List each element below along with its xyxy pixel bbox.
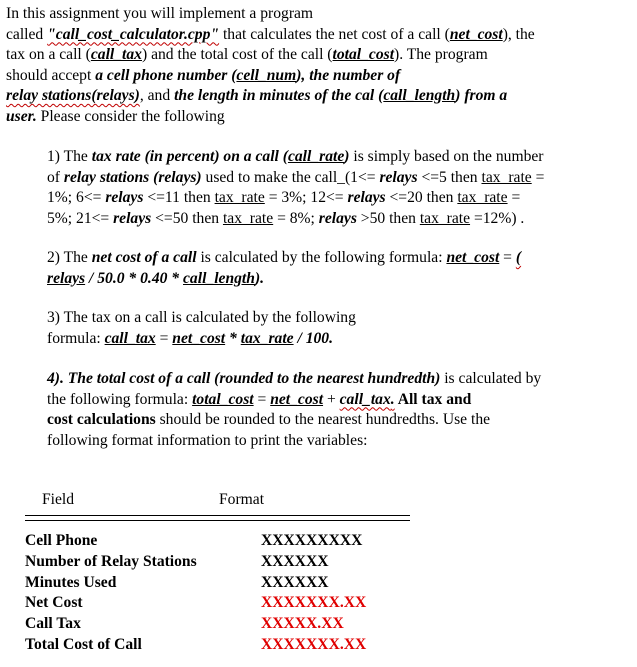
- item-text: is calculated by the following formula:: [196, 249, 447, 266]
- table-separator: [25, 515, 410, 521]
- item-text: 5%; 21<=: [47, 209, 114, 227]
- row-field-minutes-used: Minutes Used: [25, 574, 117, 591]
- var-call-length: call_length: [383, 87, 456, 104]
- row-format-total-cost: XXXXXXX.XX: [261, 636, 367, 653]
- intro-paragraph: [6, 4, 628, 127]
- item-emph: .: [390, 390, 395, 408]
- item-bold: cost calculations: [47, 411, 156, 428]
- var-net-cost: net_cost: [449, 25, 503, 43]
- intro-text: , and: [139, 87, 175, 104]
- row-field-net-cost: Net Cost: [25, 594, 83, 611]
- filename: "call_cost_calculator.cpp": [47, 25, 220, 43]
- var-call-tax: call_tax: [339, 390, 391, 408]
- item-emph: tax rate (in percent) on a call (: [91, 148, 288, 165]
- var-tax-rate: tax_rate: [481, 168, 532, 186]
- item-text: <=11 then: [143, 189, 215, 206]
- item-1-tax-rate: [47, 147, 625, 229]
- row-format-call-tax: XXXXX.XX: [261, 615, 344, 632]
- item-text: 3) The tax on a call is calculated by the following: [47, 309, 356, 326]
- item-text: formula:: [47, 329, 105, 347]
- intro-text: ) and the total cost of the call (: [141, 46, 333, 63]
- intro-text: should accept: [6, 66, 96, 84]
- intro-emph: user.: [6, 107, 37, 125]
- item-3-call-tax: [47, 308, 625, 349]
- item-4-total-cost: [47, 369, 625, 451]
- var-tax-rate: tax_rate: [240, 329, 294, 347]
- item-bold: All tax and: [394, 390, 472, 408]
- item-emph: ).: [254, 269, 265, 287]
- var-cell-num: cell_num: [236, 66, 297, 84]
- row-format-minutes-used: XXXXXX: [261, 574, 329, 591]
- item-text: following format information to print the variables:: [47, 431, 368, 449]
- var-tax-rate: tax_rate: [222, 209, 274, 227]
- relay-stations-text: relay stations(relays): [6, 87, 140, 104]
- intro-text: In this assignment you will implement a program: [6, 5, 314, 22]
- intro-text: called: [6, 25, 48, 43]
- intro-text: ). The program: [394, 46, 488, 63]
- item-text: <=5 then: [417, 168, 482, 186]
- item-text: >50 then: [356, 209, 420, 227]
- item-text: 1%; 6<=: [47, 189, 106, 206]
- item-emph: net cost of a call: [91, 249, 197, 266]
- intro-emph: a cell phone number (: [95, 66, 237, 84]
- var-tax-rate: tax_rate: [457, 189, 508, 206]
- row-field-relay-stations: Number of Relay Stations: [25, 553, 197, 570]
- item-text: =: [253, 390, 271, 408]
- item-emph: relays: [318, 209, 357, 227]
- item-text: used to make the call_(1<=: [201, 168, 380, 186]
- row-format-relay-stations: XXXXXX: [261, 553, 329, 570]
- item-text: 2) The: [47, 249, 92, 266]
- var-call-tax: call_tax: [90, 46, 142, 63]
- item-text: 1) The: [47, 148, 92, 165]
- item-emph: relay stations (relays): [63, 168, 202, 186]
- intro-text: tax on a call (: [6, 46, 91, 63]
- item-2-net-cost: [47, 248, 625, 289]
- row-format-net-cost: XXXXXXX.XX: [261, 594, 367, 611]
- var-tax-rate: tax_rate: [419, 209, 471, 227]
- item-text: <=50 then: [151, 209, 223, 227]
- item-text: =: [499, 249, 516, 266]
- var-call-tax: call_tax: [104, 329, 156, 347]
- format-column-header: Format: [219, 491, 265, 508]
- item-emph: / 50.0 * 0.40 *: [85, 269, 184, 287]
- var-call-length: call_length: [183, 269, 255, 287]
- var-net-cost: net_cost: [446, 249, 500, 266]
- intro-emph: ) from a: [455, 87, 508, 104]
- item-emph: relays: [379, 168, 418, 186]
- item-emph: relays: [105, 189, 144, 206]
- row-format-cell-phone: XXXXXXXXX: [261, 532, 363, 549]
- var-relays: relays: [47, 269, 86, 287]
- var-call-rate: call_rate: [287, 148, 345, 165]
- row-field-cell-phone: Cell Phone: [25, 532, 98, 549]
- var-net-cost: net_cost: [172, 329, 226, 347]
- item-emph: *: [225, 329, 241, 347]
- row-field-total-cost: Total Cost of Call: [25, 636, 142, 653]
- item-emph: (: [515, 249, 522, 266]
- row-field-call-tax: Call Tax: [25, 615, 81, 632]
- intro-text: ), the: [502, 25, 535, 43]
- item-text: =: [507, 189, 521, 206]
- item-text: is simply based on the number: [349, 148, 544, 165]
- item-emph: / 100.: [293, 329, 333, 347]
- item-emph: 4). The total cost of a call (rounded to the nearest hundredth): [47, 370, 441, 387]
- item-emph: relays: [113, 209, 152, 227]
- intro-text: Please consider the following: [36, 107, 225, 125]
- item-text: should be rounded to the nearest hundredths. Use the: [155, 411, 491, 428]
- item-text: = 8%;: [273, 209, 319, 227]
- item-text: = 3%; 12<=: [264, 189, 348, 206]
- item-text: =: [531, 168, 545, 186]
- item-emph: ): [344, 148, 350, 165]
- item-text: =12%) .: [470, 209, 525, 227]
- intro-text: that calculates the net cost of a call (: [219, 25, 450, 43]
- field-column-header: Field: [42, 491, 75, 508]
- var-total-cost: total_cost: [192, 390, 254, 408]
- intro-emph: ), the number of: [296, 66, 401, 84]
- var-net-cost: net_cost: [270, 390, 324, 408]
- item-text: of: [47, 168, 64, 186]
- item-text: the following formula:: [47, 390, 193, 408]
- intro-emph: the length in minutes of the cal (: [174, 87, 384, 104]
- var-tax-rate: tax_rate: [214, 189, 265, 206]
- item-text: =: [155, 329, 173, 347]
- item-emph: relays: [347, 189, 386, 206]
- item-text: is calculated by: [440, 370, 542, 387]
- var-total-cost: total_cost: [332, 46, 395, 63]
- item-text: <=20 then: [385, 189, 458, 206]
- item-text: +: [323, 390, 340, 408]
